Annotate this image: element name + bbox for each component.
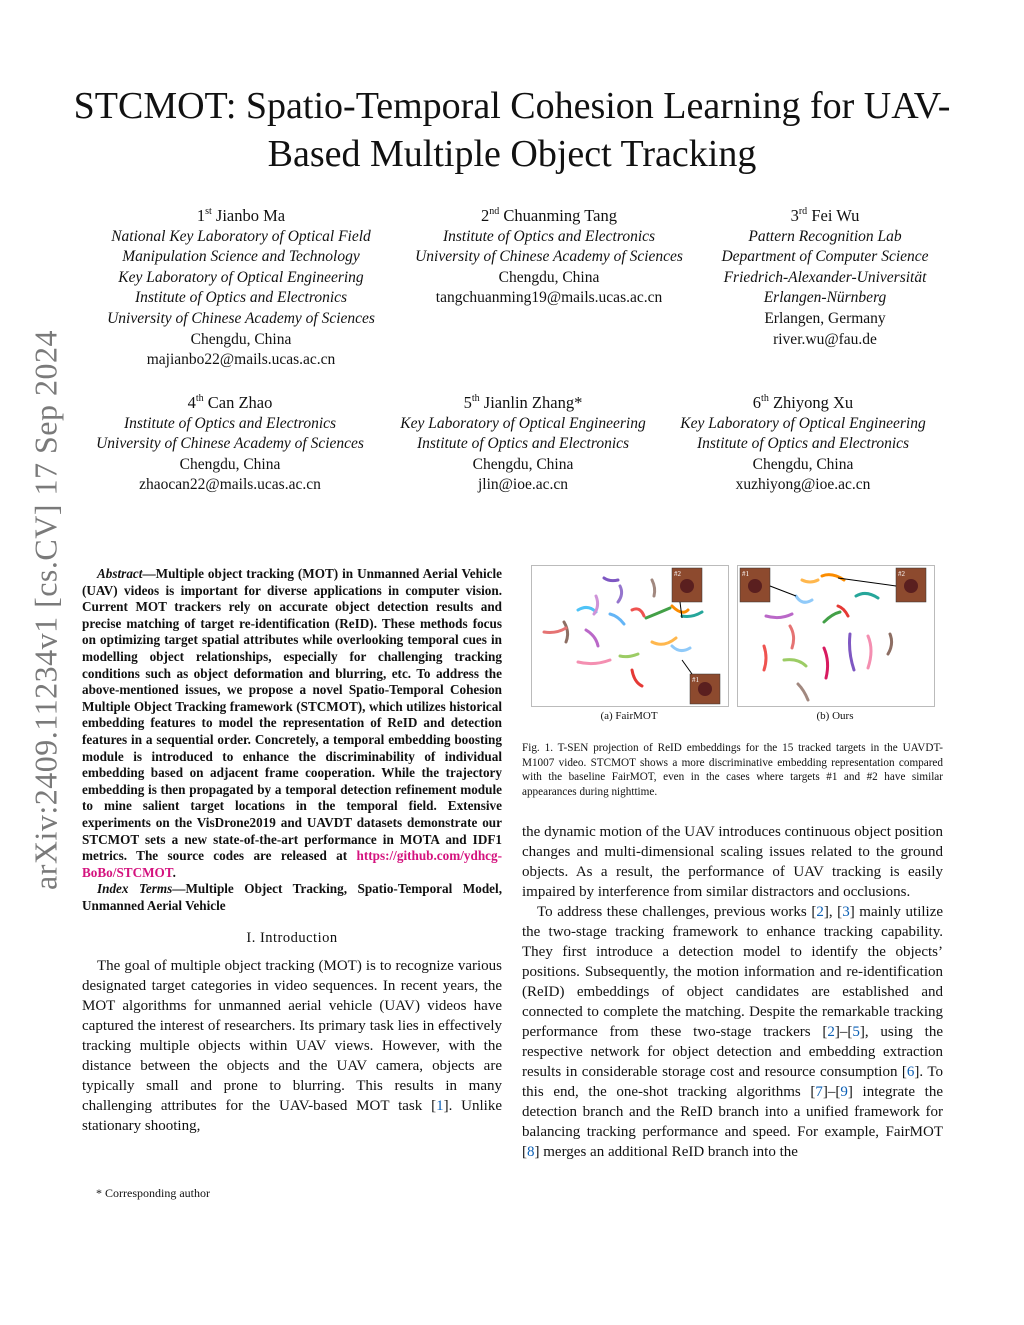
tsne-panel-fairmot	[531, 565, 729, 707]
author-email: majianbo22@mails.ucas.ac.cn	[146, 351, 336, 369]
tsne-plot-a	[532, 566, 728, 706]
author-name: Can Zhao	[207, 393, 273, 412]
author-name: Jianbo Ma	[215, 206, 286, 225]
paragraph: To address these challenges, previous works [2], [3] mainly utilize the two-stage tracking framework to enhance tracking capability. They first introduce a detection model to identify the objects’ positions. Subsequently, the motion information and re-identification (ReID) embeddings of object candidates are established and connected to complete the matching. Despite the remarkable tracking performance from these two-stage trackers [2]–[5], using the respective network for object detection and embedding extraction results in considerable storage cost and resource consumption [6]. To this end, the one-shot tracking algorithms [7]–[9] integrate the detection branch and the ReID branch into a unified framework for balancing tracking performance and speed. For example, FairMOT [8] merges an additional ReID branch into the	[522, 904, 944, 1160]
right-column	[522, 822, 943, 1162]
tsne-plot-b	[738, 566, 934, 706]
arxiv-identifier: arXiv:2409.11234v1 [cs.CV] 17 Sep 2024	[27, 330, 64, 890]
svg-text:#2: #2	[674, 570, 681, 578]
left-column	[82, 566, 502, 1136]
author-email: zhaocan22@mails.ucas.ac.cn	[139, 476, 321, 494]
section-heading: I. Introduction	[246, 930, 338, 947]
figure-caption: Fig. 1. T-SEN projection of ReID embeddings for the 15 tracked targets in the UAVDT-M1007 video. STCMOT shows a more discriminative embedding representation compared with the baseline FairMOT, even in the cases where targets #1 and #2 have similar appearances during nighttime.	[522, 742, 943, 798]
intro-paragraph: The goal of multiple object tracking (MOT) is to recognize various designated target categories in video sequences. In recent years, the MOT algorithms for unmanned aerial vehicle (UAV) videos have captured the interest of researchers. Its primary task lies in effectively tracking multiple objects within UAV views. However, with the distance between the objects and the UAV camera, objects are typically small and prone to blurring. This results in many challenging attributes for the UAV-based MOT task [1]. Unlike stationary shooting,	[82, 958, 502, 1135]
paragraph: the dynamic motion of the UAV introduces continuous object position changes and multi-dimensional scaling issues related to the ground objects. As a result, the performance of UAV tracking is easily impaired by interference from similar distractors and occlusions.	[522, 824, 943, 900]
citation-link[interactable]: 2	[816, 904, 824, 920]
code-link[interactable]: https://github.com/ydhcg-BoBo/STCMOT	[82, 848, 502, 880]
abstract: Abstract—Multiple object tracking (MOT) in Unmanned Aerial Vehicle (UAV) videos is important for diverse applications in computer vision. Current MOT trackers rely on accurate object detection results and precise matching of target re-identification (ReID). These methods focus on optimizing target spatial attributes while overlooking temporal cues in modelling object relationships, especially for challenging tracking conditions such as object deformation and blurring, etc. To address the above-mentioned issues, we propose a novel Spatio-Temporal Cohesion Multiple Object Tracking framework (STCMOT), which utilizes historical embedding features to model the representation of ReID and detection features in a sequential order. Concretely, a temporal embedding boosting module is introduced to enhance the discriminability of individual embedding based on adjacent frame cooperation. While the trajectory embedding is then propagated by a temporal detection refinement module to mine salient target locations in the temporal field. Extensive experiments on the VisDrone2019 and UAVDT datasets demonstrate our STCMOT sets a new state-of-the-art performance in MOTA and IDF1 metrics. The source codes are released at https://github.com/ydhcg-BoBo/STCMOT.	[82, 566, 502, 880]
author-block: 1st Jianbo Ma National Key Laboratory of Optical Field Manipulation Science and Technology Key Laboratory of Optical Engineering Institute of Optics and Electronics University of Chinese Academy of Sciences Chengdu, China majianbo22@mails.ucas.ac.cn	[107, 202, 375, 371]
author-block: 4th Can Zhao Institute of Optics and Electronics University of Chinese Academy of Sciences Chengdu, China zhaocan22@mails.ucas.ac.cn	[96, 389, 364, 496]
citation-link[interactable]: 2	[827, 1024, 835, 1040]
svg-text:#1: #1	[692, 676, 699, 684]
author-block: 6th Zhiyong Xu Key Laboratory of Optical Engineering Institute of Optics and Electronics Chengdu, China xuzhiyong@ioe.ac.cn	[680, 389, 925, 496]
author-email: xuzhiyong@ioe.ac.cn	[735, 476, 871, 494]
author-name: Jianlin Zhang*	[483, 393, 583, 412]
citation-link[interactable]: 3	[842, 904, 850, 920]
author-name: Chuanming Tang	[503, 206, 617, 225]
citation-link[interactable]: 1	[436, 1098, 444, 1115]
author-email: tangchuanming19@mails.ucas.ac.cn	[435, 289, 663, 307]
citation-link[interactable]: 9	[840, 1084, 848, 1100]
citation-link[interactable]: 6	[906, 1064, 915, 1080]
author-name: Zhiyong Xu	[772, 393, 854, 412]
paper-title: STCMOT: Spatio-Temporal Cohesion Learning for UAV-Based Multiple Object Tracking	[73, 85, 951, 175]
author-block: 2nd Chuanming Tang Institute of Optics and Electronics University of Chinese Academy of Sciences Chengdu, China tangchuanming19@mails.ucas.ac.cn	[415, 202, 683, 309]
figure-1	[531, 565, 943, 725]
svg-text:#2: #2	[898, 570, 905, 578]
author-email: jlin@ioe.ac.cn	[477, 476, 569, 494]
citation-link[interactable]: 7	[815, 1084, 823, 1100]
author-block: 5th Jianlin Zhang* Key Laboratory of Optical Engineering Institute of Optics and Electronics Chengdu, China jlin@ioe.ac.cn	[400, 389, 645, 496]
author-email: river.wu@fau.de	[773, 330, 877, 348]
citation-link[interactable]: 5	[852, 1024, 860, 1040]
author-block: 3rd Fei Wu Pattern Recognition Lab Department of Computer Science Friedrich-Alexander-Universität Erlangen-Nürnberg Erlangen, Germany river.wu@fau.de	[721, 202, 928, 350]
author-name: Fei Wu	[811, 206, 860, 225]
footnote: * Corresponding author	[96, 1186, 210, 1200]
subcaption-a: (a) FairMOT	[600, 710, 658, 722]
subcaption-b: (b) Ours	[816, 710, 854, 722]
tsne-panel-ours	[737, 565, 935, 707]
index-terms: Index Terms—Multiple Object Tracking, Spatio-Temporal Model, Unmanned Aerial Vehicle	[82, 881, 502, 913]
svg-text:#1: #1	[742, 570, 749, 578]
citation-link[interactable]: 8	[527, 1144, 535, 1160]
